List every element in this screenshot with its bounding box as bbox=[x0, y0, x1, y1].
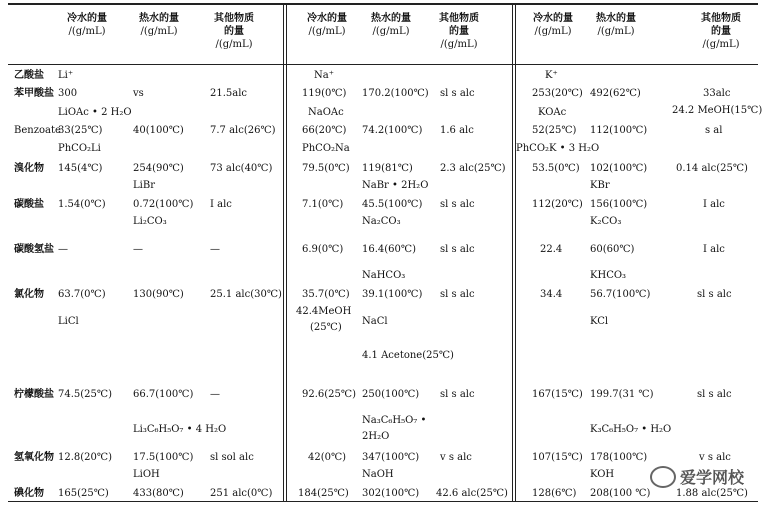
li-other: 73 alc(40℃) bbox=[210, 163, 273, 174]
k-other: 33alc bbox=[703, 88, 731, 99]
na-formula: NaCl bbox=[362, 316, 388, 327]
k-hot: 56.7(100℃) bbox=[590, 289, 651, 300]
na-hot: 16.4(60℃) bbox=[362, 244, 416, 255]
row-label: 苯甲酸盐 bbox=[14, 88, 54, 99]
na-other: sl s alc bbox=[440, 289, 475, 300]
group-divider-2a bbox=[512, 3, 513, 502]
group-divider-1a bbox=[283, 3, 284, 502]
header-hot-water: 热水的量 /(g/mL) bbox=[371, 13, 411, 37]
row-label: 碳酸氢盐 bbox=[14, 244, 54, 255]
na-hot: 39.1(100℃) bbox=[362, 289, 423, 300]
k-cold: 167(15℃) bbox=[532, 389, 583, 400]
li-cold: 33(25℃) bbox=[58, 125, 103, 136]
row-label: 碳酸盐 bbox=[14, 199, 44, 210]
li-formula: LiCl bbox=[58, 316, 79, 327]
li-cold: — bbox=[58, 244, 68, 255]
header-bottom-border bbox=[8, 64, 758, 65]
li-formula: LiOH bbox=[133, 469, 160, 480]
li-hot: 17.5(100℃) bbox=[133, 452, 194, 463]
li-formula: LiBr bbox=[133, 180, 155, 191]
header-other: 其他物质 的量 /(g/mL) bbox=[214, 13, 254, 50]
na-other: 1.6 alc bbox=[440, 125, 474, 136]
na-cold: 119(0℃) bbox=[302, 88, 347, 99]
li-hot: 40(100℃) bbox=[133, 125, 184, 136]
li-hot: — bbox=[133, 244, 143, 255]
li-other: — bbox=[210, 244, 220, 255]
na-hot: 45.5(100℃) bbox=[362, 199, 423, 210]
na-formula: 2H₂O bbox=[362, 431, 390, 442]
cation-na: Na⁺ bbox=[314, 70, 334, 81]
na-other: sl s alc bbox=[440, 244, 475, 255]
k-formula: K₂CO₃ bbox=[590, 216, 622, 227]
li-other: 21.5alc bbox=[210, 88, 248, 99]
li-hot: 254(90℃) bbox=[133, 163, 184, 174]
na-cold: 184(25℃) bbox=[298, 488, 349, 499]
na-other: 2.3 alc(25℃) bbox=[440, 163, 506, 174]
k-cold: 253(20℃) bbox=[532, 88, 583, 99]
na-cold: 92.6(25℃) bbox=[302, 389, 356, 400]
header-hot-water: 热水的量 /(g/mL) bbox=[596, 13, 636, 37]
k-other: s al bbox=[705, 125, 723, 136]
li-other: 7.7 alc(26℃) bbox=[210, 125, 276, 136]
group-divider-2b bbox=[515, 3, 516, 502]
na-hot: 302(100℃) bbox=[362, 488, 420, 499]
na-extra: 4.1 Acetone(25℃) bbox=[362, 350, 454, 361]
k-formula: KCl bbox=[590, 316, 609, 327]
li-cold: 63.7(0℃) bbox=[58, 289, 106, 300]
li-formula: PhCO₂Li bbox=[58, 143, 101, 154]
k-cold: 128(6℃) bbox=[532, 488, 577, 499]
header-hot-water: 热水的量 /(g/mL) bbox=[139, 13, 179, 37]
na-cold: 35.7(0℃) bbox=[302, 289, 350, 300]
na-other: sl s alc bbox=[440, 199, 475, 210]
k-cold: 34.4 bbox=[540, 289, 563, 300]
li-other: 25.1 alc(30℃) bbox=[210, 289, 282, 300]
k-hot: 199.7(31 ℃) bbox=[590, 389, 654, 400]
li-hot: 130(90℃) bbox=[133, 289, 184, 300]
k-other: I alc bbox=[703, 199, 725, 210]
group-divider-1b bbox=[286, 3, 287, 502]
row-label: 碘化物 bbox=[14, 488, 44, 499]
na-hot: 347(100℃) bbox=[362, 452, 420, 463]
k-hot: 492(62℃) bbox=[590, 88, 641, 99]
k-formula: K₃C₆H₅O₇ • H₂O bbox=[590, 424, 672, 435]
na-formula: Na₂CO₃ bbox=[362, 216, 401, 227]
k-other: 1.88 alc(25℃) bbox=[676, 488, 748, 499]
li-formula: Li₂CO₃ bbox=[133, 216, 167, 227]
header-cold-water: 冷水的量 /(g/mL) bbox=[533, 13, 573, 37]
k-cold: 52(25℃) bbox=[532, 125, 577, 136]
k-other: v s alc bbox=[699, 452, 731, 463]
na-cold: 79.5(0℃) bbox=[302, 163, 350, 174]
row-label: 氯化物 bbox=[14, 289, 44, 300]
k-cold: 53.5(0℃) bbox=[532, 163, 580, 174]
header-other: 其他物质 的量 /(g/mL) bbox=[701, 13, 741, 50]
header-other: 其他物质 的量 /(g/mL) bbox=[439, 13, 479, 50]
na-hot: 170.2(100℃) bbox=[362, 88, 429, 99]
li-cold: 1.54(0℃) bbox=[58, 199, 106, 210]
row-label: 溴化物 bbox=[14, 163, 44, 174]
na-cold: 42.4MeOH bbox=[296, 306, 352, 317]
watermark-text: 爱学网校 bbox=[680, 468, 745, 487]
li-cold: 165(25℃) bbox=[58, 488, 109, 499]
na-cold: 7.1(0℃) bbox=[302, 199, 344, 210]
na-formula: PhCO₂Na bbox=[302, 143, 350, 154]
li-hot: vs bbox=[133, 88, 144, 99]
k-hot: 178(100℃) bbox=[590, 452, 648, 463]
k-other: sl s alc bbox=[697, 289, 732, 300]
k-formula: KBr bbox=[590, 180, 610, 191]
k-hot: 156(100℃) bbox=[590, 199, 648, 210]
k-cold: 112(20℃) bbox=[532, 199, 583, 210]
k-formula: KOH bbox=[590, 469, 615, 480]
li-formula: LiOAc • 2 H₂O bbox=[58, 107, 132, 118]
li-hot: 433(80℃) bbox=[133, 488, 184, 499]
row-label: Benzoate bbox=[14, 125, 61, 136]
li-other: — bbox=[210, 389, 220, 400]
na-formula: NaOH bbox=[362, 469, 394, 480]
k-hot: 112(100℃) bbox=[590, 125, 648, 136]
na-formula: Na₃C₆H₅O₇ • bbox=[362, 415, 427, 426]
na-formula: NaHCO₃ bbox=[362, 270, 406, 281]
table-top-border bbox=[8, 3, 758, 5]
li-other: 251 alc(0℃) bbox=[210, 488, 273, 499]
k-other: 24.2 MeOH(15℃) bbox=[672, 105, 763, 116]
wechat-icon bbox=[650, 466, 676, 488]
na-cold: 66(20℃) bbox=[302, 125, 347, 136]
na-hot: 119(81℃) bbox=[362, 163, 413, 174]
na-other: sl s alc bbox=[440, 389, 475, 400]
k-cold: 22.4 bbox=[540, 244, 563, 255]
k-hot: 60(60℃) bbox=[590, 244, 635, 255]
k-formula: KHCO₃ bbox=[590, 270, 627, 281]
na-other: 42.6 alc(25℃) bbox=[436, 488, 508, 499]
li-other: I alc bbox=[210, 199, 232, 210]
li-hot: 66.7(100℃) bbox=[133, 389, 194, 400]
row-label: 氢氧化物 bbox=[14, 452, 54, 463]
k-formula: PhCO₂K • 3 H₂O bbox=[516, 143, 600, 154]
k-other: I alc bbox=[703, 244, 725, 255]
k-hot: 208(100 ℃) bbox=[590, 488, 651, 499]
k-other: sl s alc bbox=[697, 389, 732, 400]
na-other: v s alc bbox=[440, 452, 472, 463]
li-cold: 145(4℃) bbox=[58, 163, 103, 174]
na-cold: 42(0℃) bbox=[308, 452, 347, 463]
na-hot: 250(100℃) bbox=[362, 389, 420, 400]
li-hot: 0.72(100℃) bbox=[133, 199, 194, 210]
cation-li: Li⁺ bbox=[58, 70, 74, 81]
k-hot: 102(100℃) bbox=[590, 163, 648, 174]
li-cold: 74.5(25℃) bbox=[58, 389, 112, 400]
na-formula: NaOAc bbox=[308, 107, 344, 118]
header-cold-water: 冷水的量 /(g/mL) bbox=[307, 13, 347, 37]
cation-k: K⁺ bbox=[545, 70, 558, 81]
na-other: sl s alc bbox=[440, 88, 475, 99]
na-cold: 6.9(0℃) bbox=[302, 244, 344, 255]
k-cold: 107(15℃) bbox=[532, 452, 583, 463]
na-formula: NaBr • 2H₂O bbox=[362, 180, 429, 191]
k-formula: KOAc bbox=[538, 107, 567, 118]
li-cold: 300 bbox=[58, 88, 78, 99]
na-hot: 74.2(100℃) bbox=[362, 125, 423, 136]
row-label: 柠檬酸盐 bbox=[14, 389, 54, 400]
li-cold: 12.8(20℃) bbox=[58, 452, 112, 463]
row-label: 乙酸盐 bbox=[14, 70, 44, 81]
li-formula: Li₃C₆H₅O₇ • 4 H₂O bbox=[133, 424, 227, 435]
li-other: sl sol alc bbox=[210, 452, 254, 463]
k-other: 0.14 alc(25℃) bbox=[676, 163, 748, 174]
header-cold-water: 冷水的量 /(g/mL) bbox=[67, 13, 107, 37]
table-bottom-border bbox=[8, 501, 758, 502]
na-cold: (25℃) bbox=[310, 322, 342, 333]
